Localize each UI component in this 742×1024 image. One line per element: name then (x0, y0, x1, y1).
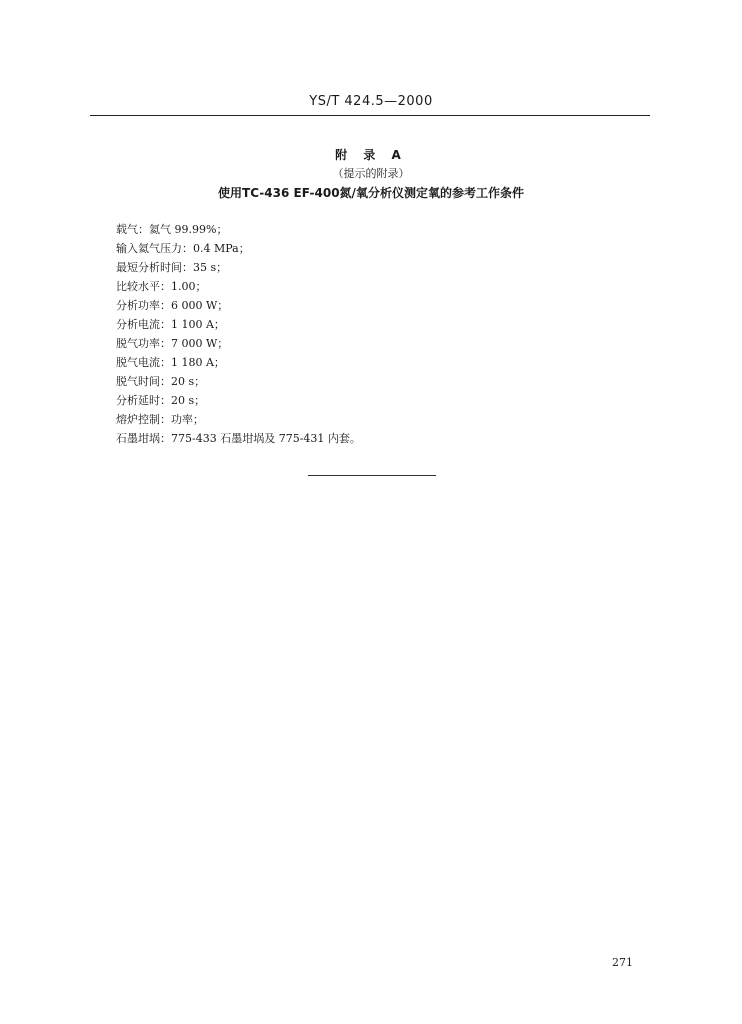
annex-title: 附 录 A (335, 148, 407, 162)
parameter-min-analysis-time: 最短分析时间：35 s； (116, 261, 228, 274)
parameter-degas-current: 脱气电流：1 180 A； (116, 356, 225, 369)
parameter-furnace-control: 熔炉控制：功率； (116, 413, 204, 426)
page-number: 271 (612, 956, 633, 969)
parameter-degas-time: 脱气时间：20 s； (116, 375, 206, 388)
parameter-input-pressure: 输入氦气压力：0.4 MPa； (116, 242, 250, 255)
parameter-list (116, 220, 361, 448)
parameter-analysis-power: 分析功率：6 000 W； (116, 299, 229, 312)
annex-subtitle: （提示的附录） (332, 167, 410, 180)
end-rule (308, 475, 436, 476)
parameter-carrier-gas: 载气：氦气 99.99%； (116, 223, 228, 236)
annex-heading: 使用TC-436 EF-400氮/氧分析仪测定氧的参考工作条件 (218, 186, 524, 200)
parameter-graphite-crucible: 石墨坩埚：775-433 石墨坩埚及 775-431 内套。 (116, 432, 361, 445)
parameter-analysis-current: 分析电流：1 100 A； (116, 318, 225, 331)
parameter-degas-power: 脱气功率：7 000 W； (116, 337, 229, 350)
standard-code: YS/T 424.5—2000 (309, 94, 433, 109)
parameter-comparison-level: 比较水平：1.00； (116, 280, 207, 293)
parameter-analysis-delay: 分析延时：20 s； (116, 394, 206, 407)
header-rule (90, 115, 650, 116)
